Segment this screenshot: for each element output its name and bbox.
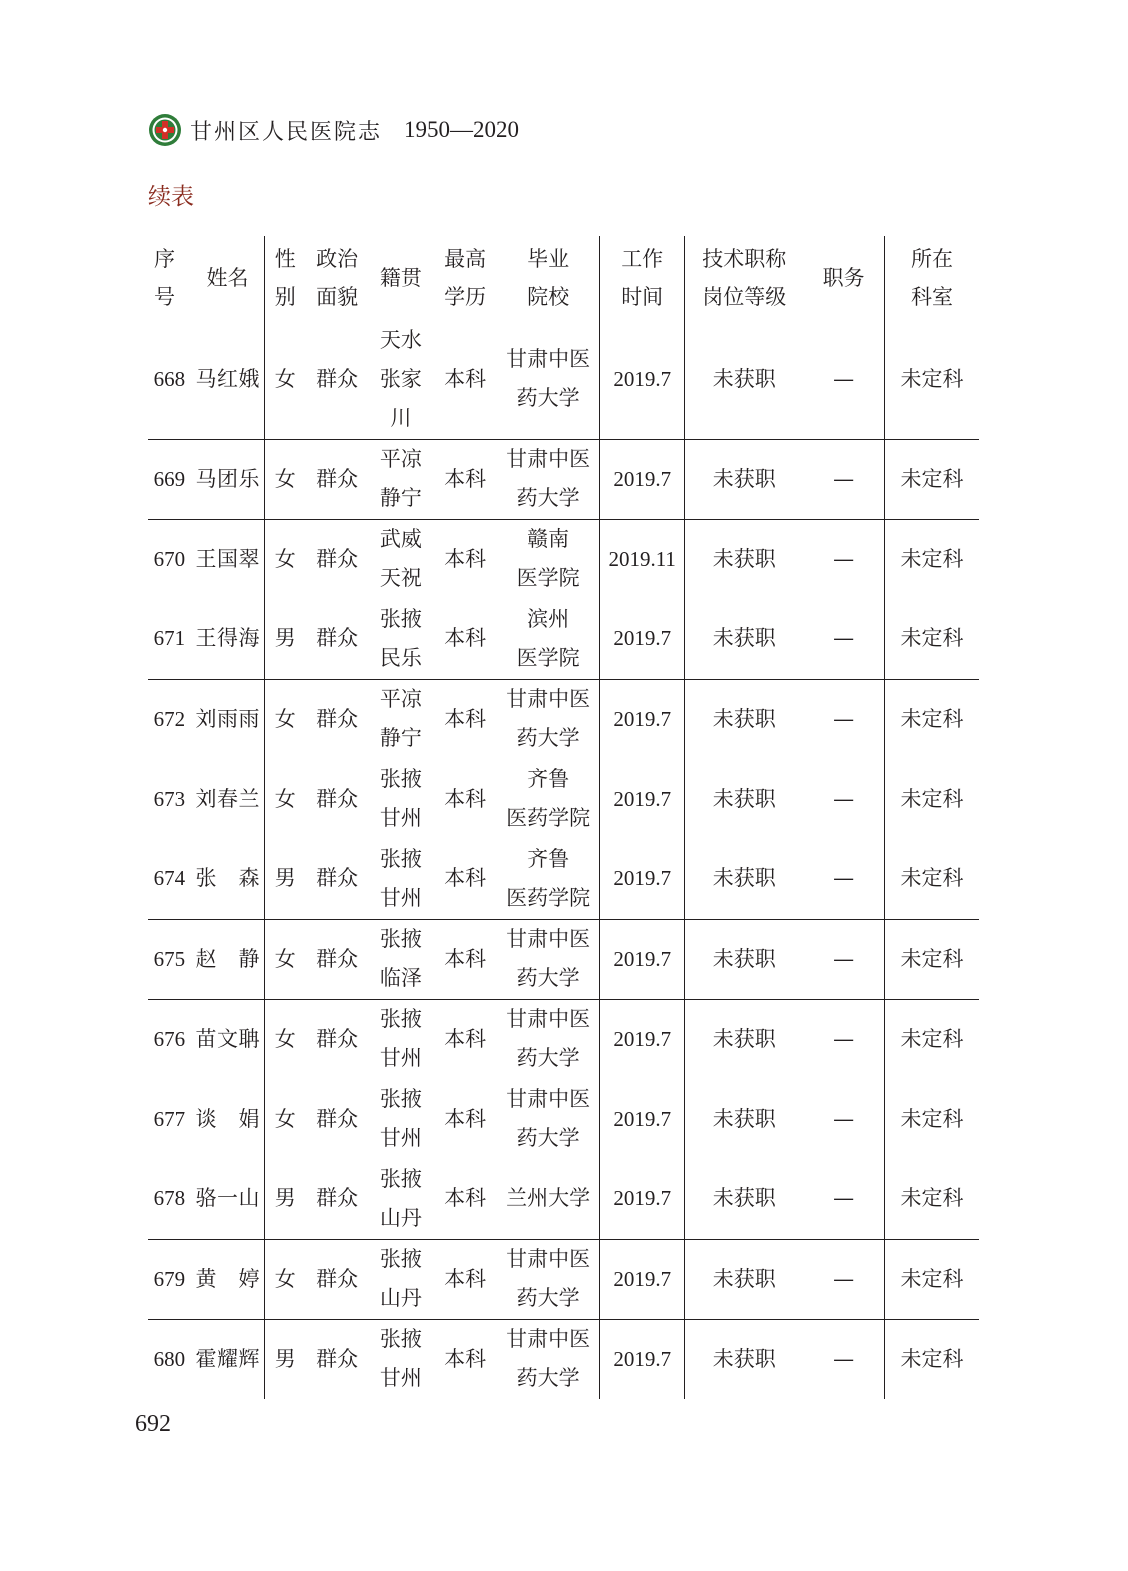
cell-position: — xyxy=(803,759,884,839)
book-title: 甘州区人民医院志 xyxy=(190,119,383,145)
cell-school: 兰州大学 xyxy=(497,1159,599,1239)
cell-political: 群众 xyxy=(306,919,369,999)
cell-school: 甘肃中医 药大学 xyxy=(497,439,599,519)
cell-education: 本科 xyxy=(444,1026,487,1051)
cell-title-level: 未获职 xyxy=(712,786,776,811)
cell-political: 群众 xyxy=(306,439,369,519)
table-row xyxy=(148,679,979,759)
cell-work-time: 2019.7 xyxy=(600,439,685,519)
cell-seq: 675 xyxy=(148,919,191,999)
cell-position: — xyxy=(803,1239,884,1319)
cell-title-level: 未获职 xyxy=(685,919,803,999)
cell-department: 未定科 xyxy=(900,1026,964,1051)
cell-education: 本科 xyxy=(433,919,497,999)
cell-political: 群众 xyxy=(316,546,359,571)
cell-origin: 张掖 山丹 xyxy=(369,1239,433,1319)
cell-work-time: 2019.7 xyxy=(600,999,685,1079)
cell-education: 本科 xyxy=(433,839,497,919)
cell-department: 未定科 xyxy=(885,1239,979,1319)
table-row xyxy=(148,1159,979,1239)
table-row xyxy=(148,519,979,599)
header-work-time: 工作 时间 xyxy=(600,236,685,320)
cell-department: 未定科 xyxy=(900,706,964,731)
cell-work-time: 2019.7 xyxy=(600,1159,685,1239)
cell-sex: 女 xyxy=(274,786,296,811)
table-row xyxy=(148,1239,979,1319)
cell-origin: 平凉 静宁 xyxy=(369,439,433,519)
cell-school: 齐鲁 医药学院 xyxy=(497,839,599,919)
header-school: 毕业 院校 xyxy=(497,236,599,320)
cell-name: 赵静 xyxy=(191,919,264,999)
cell-title-level: 未获职 xyxy=(685,599,803,679)
cell-education: 本科 xyxy=(444,1106,487,1131)
cell-position: — xyxy=(803,1319,884,1399)
cell-school: 甘肃中医 药大学 xyxy=(497,999,599,1079)
cell-work-time: 2019.7 xyxy=(600,1079,685,1159)
cell-political: 群众 xyxy=(306,1239,369,1319)
cell-name: 王得海 xyxy=(191,599,264,679)
cell-name: 苗文聃 xyxy=(191,999,264,1079)
cell-work-time: 2019.7 xyxy=(600,1319,685,1399)
cell-title-level: 未获职 xyxy=(685,1239,803,1319)
cell-work-time: 2019.7 xyxy=(600,759,685,839)
cell-political: 群众 xyxy=(316,1346,359,1371)
cell-origin: 天水 张家 川 xyxy=(369,320,433,439)
cell-work-time: 2019.7 xyxy=(600,1239,685,1319)
cell-work-time: 2019.7 xyxy=(600,919,685,999)
cell-political: 群众 xyxy=(306,839,369,919)
table-row xyxy=(148,1319,979,1399)
table-row xyxy=(148,759,979,839)
header-origin: 籍贯 xyxy=(379,266,422,290)
continuation-label: 续表 xyxy=(148,184,194,210)
cell-seq: 674 xyxy=(148,839,191,919)
cell-work-time: 2019.7 xyxy=(600,679,685,759)
cell-education: 本科 xyxy=(433,1239,497,1319)
cell-title-level: 未获职 xyxy=(712,1106,776,1131)
cell-department: 未定科 xyxy=(885,599,979,679)
cell-school: 甘肃中医 药大学 xyxy=(497,1079,599,1159)
cell-seq: 676 xyxy=(153,1026,186,1051)
cell-sex: 男 xyxy=(264,839,305,919)
cell-sex: 男 xyxy=(264,1159,305,1239)
cell-education: 本科 xyxy=(433,599,497,679)
cell-position: — xyxy=(803,599,884,679)
cell-origin: 张掖 甘州 xyxy=(379,1087,422,1150)
cell-political: 群众 xyxy=(316,1026,359,1051)
cell-origin: 张掖 民乐 xyxy=(369,599,433,679)
cell-title-level: 未获职 xyxy=(712,1026,776,1051)
table-row xyxy=(148,1079,979,1159)
cell-department: 未定科 xyxy=(885,839,979,919)
cell-name: 刘雨雨 xyxy=(191,679,264,759)
cell-political: 群众 xyxy=(306,1159,369,1239)
cell-name: 谈娟 xyxy=(191,1079,264,1159)
cell-sex: 女 xyxy=(274,1026,296,1051)
cell-title-level: 未获职 xyxy=(685,839,803,919)
cell-school: 甘肃中医 药大学 xyxy=(497,320,599,439)
cell-name: 王国翠 xyxy=(191,519,264,599)
cell-name: 霍耀辉 xyxy=(191,1319,264,1399)
cell-sex: 女 xyxy=(264,439,305,519)
cell-sex: 男 xyxy=(274,1346,296,1371)
cell-education: 本科 xyxy=(433,320,497,439)
cell-sex: 女 xyxy=(274,706,296,731)
header-seq: 序 号 xyxy=(154,247,175,309)
cell-seq: 670 xyxy=(153,546,186,571)
header-sex: 性 别 xyxy=(274,247,296,309)
cell-name: 黄婷 xyxy=(191,1239,264,1319)
cell-education: 本科 xyxy=(444,706,487,731)
cell-seq: 679 xyxy=(148,1239,191,1319)
cell-school: 甘肃中医 药大学 xyxy=(497,1319,599,1399)
cell-seq: 678 xyxy=(148,1159,191,1239)
cell-sex: 女 xyxy=(264,919,305,999)
table-row xyxy=(148,320,979,439)
cell-origin: 张掖 甘州 xyxy=(379,1007,422,1071)
cell-origin: 张掖 甘州 xyxy=(379,767,422,830)
cell-work-time: 2019.11 xyxy=(600,519,685,599)
cell-position: — xyxy=(803,999,884,1079)
cell-education: 本科 xyxy=(444,786,487,811)
cell-seq: 677 xyxy=(153,1106,186,1131)
cell-name: 马团乐 xyxy=(191,439,264,519)
cell-political: 群众 xyxy=(316,706,359,731)
header-political: 政治 面貌 xyxy=(316,247,359,309)
cell-department: 未定科 xyxy=(900,786,964,811)
cell-school: 赣南 医学院 xyxy=(497,519,599,599)
cell-education: 本科 xyxy=(444,546,487,571)
cell-name: 张森 xyxy=(191,839,264,919)
cell-position: — xyxy=(803,919,884,999)
cell-title-level: 未获职 xyxy=(685,320,803,439)
page-number: 692 xyxy=(135,1411,171,1437)
header-title-level: 技术职称 岗位等级 xyxy=(702,247,787,309)
cell-position: — xyxy=(803,1079,884,1159)
cell-school: 齐鲁 医药学院 xyxy=(497,759,599,839)
cell-school: 滨州 医学院 xyxy=(497,599,599,679)
header-position: 职务 xyxy=(803,236,884,320)
cell-position: — xyxy=(803,320,884,439)
cell-department: 未定科 xyxy=(900,1106,964,1131)
cell-origin: 张掖 山丹 xyxy=(369,1159,433,1239)
cell-title-level: 未获职 xyxy=(712,546,776,571)
cell-sex: 男 xyxy=(264,599,305,679)
cell-department: 未定科 xyxy=(900,1346,964,1371)
cell-sex: 女 xyxy=(274,1106,296,1131)
header-education: 最高 学历 xyxy=(444,247,487,309)
table-body xyxy=(148,320,979,1399)
cell-political: 群众 xyxy=(306,320,369,439)
header-name: 姓名 xyxy=(191,236,264,320)
cell-seq: 668 xyxy=(148,320,191,439)
cell-title-level: 未获职 xyxy=(712,706,776,731)
cell-position: — xyxy=(803,839,884,919)
cell-seq: 672 xyxy=(153,706,186,731)
cell-department: 未定科 xyxy=(885,919,979,999)
header-department: 所在 科室 xyxy=(911,247,954,309)
cell-origin: 武威 天祝 xyxy=(379,527,422,591)
cell-sex: 女 xyxy=(274,546,296,571)
cell-department: 未定科 xyxy=(885,320,979,439)
table-header-row xyxy=(148,236,979,320)
cell-origin: 张掖 甘州 xyxy=(379,1327,422,1391)
book-years: 1950—2020 xyxy=(404,117,520,142)
cell-school: 甘肃中医 药大学 xyxy=(497,1239,599,1319)
cell-political: 群众 xyxy=(316,1106,359,1131)
cell-position: — xyxy=(803,1159,884,1239)
cell-work-time: 2019.7 xyxy=(600,599,685,679)
cell-education: 本科 xyxy=(433,439,497,519)
table-row xyxy=(148,839,979,919)
cell-department: 未定科 xyxy=(885,439,979,519)
table-row xyxy=(148,919,979,999)
cell-title-level: 未获职 xyxy=(685,1159,803,1239)
cell-position: — xyxy=(803,679,884,759)
cell-school: 甘肃中医 药大学 xyxy=(497,679,599,759)
cell-sex: 女 xyxy=(264,1239,305,1319)
cell-education: 本科 xyxy=(444,1346,487,1371)
cell-seq: 671 xyxy=(148,599,191,679)
staff-table xyxy=(148,236,979,1399)
cell-origin: 张掖 临泽 xyxy=(369,919,433,999)
cell-sex: 女 xyxy=(264,320,305,439)
cell-work-time: 2019.7 xyxy=(600,320,685,439)
cell-political: 群众 xyxy=(316,786,359,811)
cell-work-time: 2019.7 xyxy=(600,839,685,919)
cell-seq: 680 xyxy=(153,1346,186,1371)
table-row xyxy=(148,999,979,1079)
cell-name: 刘春兰 xyxy=(191,759,264,839)
cell-origin: 平凉 静宁 xyxy=(379,687,422,751)
cell-political: 群众 xyxy=(306,599,369,679)
cell-education: 本科 xyxy=(433,1159,497,1239)
cell-seq: 673 xyxy=(153,786,186,811)
cell-title-level: 未获职 xyxy=(712,1346,776,1371)
running-header xyxy=(148,112,519,148)
table-row xyxy=(148,599,979,679)
cell-department: 未定科 xyxy=(900,546,964,571)
hospital-emblem-icon xyxy=(148,113,182,147)
cell-school: 甘肃中医 药大学 xyxy=(497,919,599,999)
cell-name: 马红娥 xyxy=(191,320,264,439)
cell-origin: 张掖 甘州 xyxy=(369,839,433,919)
cell-department: 未定科 xyxy=(885,1159,979,1239)
cell-position: — xyxy=(803,519,884,599)
table-row xyxy=(148,439,979,519)
cell-seq: 669 xyxy=(148,439,191,519)
cell-title-level: 未获职 xyxy=(685,439,803,519)
cell-name: 骆一山 xyxy=(191,1159,264,1239)
cell-position: — xyxy=(803,439,884,519)
